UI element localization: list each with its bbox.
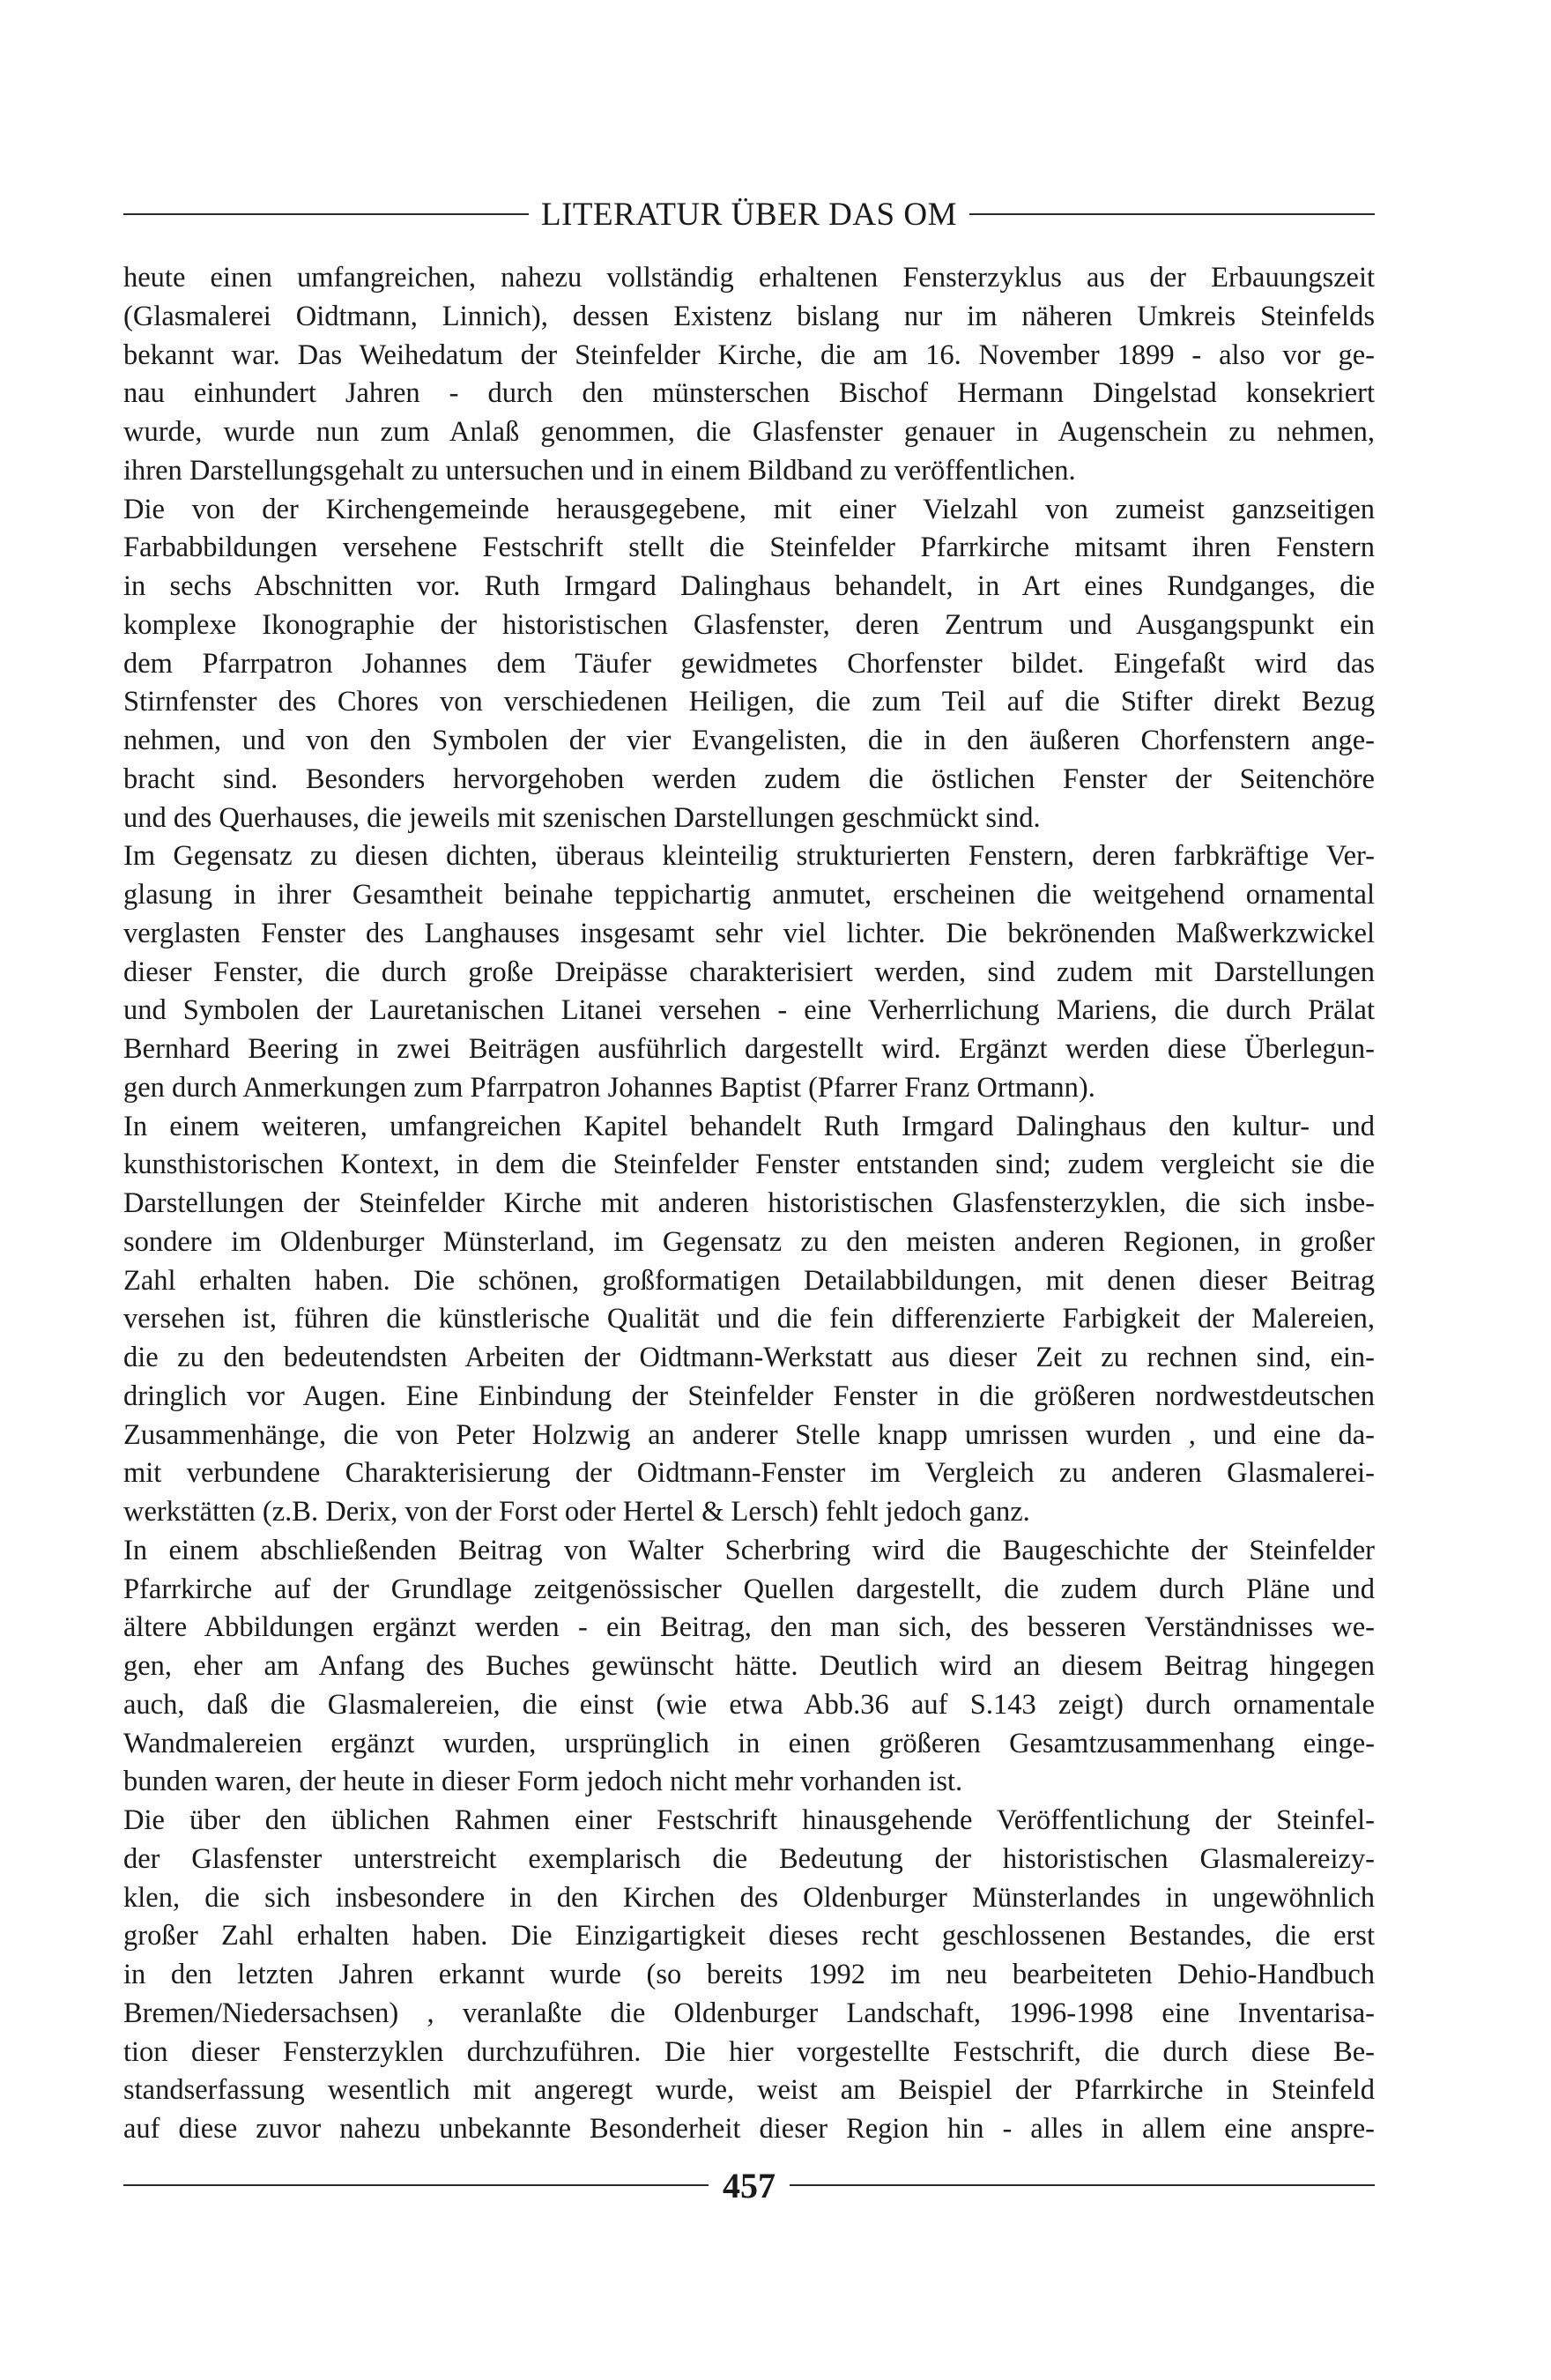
text-line: ihren Darstellungsgehalt zu untersuchen und in einem Bildband zu veröffentlichen. (123, 454, 1076, 487)
text-line: Zahl erhalten haben. Die schönen, großformatigen Detailabbildungen, mit denen dieser Beitrag (123, 1264, 1375, 1297)
footer-rule-left (123, 2184, 709, 2186)
text-line: die zu den bedeutendsten Arbeiten der Oidtmann-Werkstatt aus dieser Zeit zu rechnen sind, ein- (123, 1342, 1375, 1373)
text-line: Stirnfenster des Chores von verschiedenen Heiligen, die zum Teil auf die Stifter direkt Bezug (123, 686, 1375, 718)
text-line: In einem abschließenden Beitrag von Walter Scherbring wird die Baugeschichte der Steinfelder (123, 1534, 1375, 1566)
text-line: mit verbundene Charakterisierung der Oidtmann-Fenster im Vergleich zu anderen Glasmalerei- (123, 1457, 1375, 1490)
text-line: wurde, wurde nun zum Anlaß genommen, die Glasfenster genauer in Augenschein zu nehmen, (123, 416, 1375, 448)
paragraph (123, 259, 1375, 491)
text-line: heute einen umfangreichen, nahezu vollständig erhaltenen Fensterzyklus aus der Erbauungszeit (123, 262, 1375, 294)
text-line: dieser Fenster, die durch große Dreipässe charakterisiert werden, sind zudem mit Darstellungen (123, 956, 1375, 988)
page-footer (123, 2161, 1375, 2209)
text-line: Im Gegensatz zu diesen dichten, überaus kleinteilig strukturierten Fenstern, deren farbkräftige Ver- (123, 840, 1375, 873)
text-line: glasung in ihrer Gesamtheit beinahe teppichartig anmutet, erscheinen die weitgehend ornamental (123, 879, 1375, 911)
text-line: Darstellungen der Steinfelder Kirche mit anderen historistischen Glasfensterzyklen, die sich insbe- (123, 1187, 1375, 1219)
paragraph (123, 837, 1375, 1107)
running-head (123, 192, 1375, 236)
text-line: bunden waren, der heute in dieser Form jedoch nicht mehr vorhanden ist. (123, 1766, 963, 1798)
paragraph (123, 1108, 1375, 1532)
text-line: Farbabbildungen versehene Festschrift stellt die Steinfelder Pfarrkirche mitsamt ihren Fenstern (123, 532, 1375, 564)
page-number: 457 (723, 2165, 776, 2205)
text-line: nehmen, und von den Symbolen der vier Evangelisten, die in den äußeren Chorfenstern ange- (123, 725, 1375, 756)
text-line: tion dieser Fensterzyklen durchzuführen. Die hier vorgestellte Festschrift, die durch diese Be- (123, 2035, 1375, 2068)
text-line: sondere im Oldenburger Münsterland, im Gegensatz zu den meisten anderen Regionen, in großer (123, 1225, 1375, 1258)
text-line: gen durch Anmerkungen zum Pfarrpatron Johannes Baptist (Pfarrer Franz Ortmann). (123, 1071, 1095, 1104)
text-line: großer Zahl erhalten haben. Die Einzigartigkeit dieses recht geschlossenen Bestandes, die erst (123, 1920, 1375, 1952)
running-head-title: LITERATUR ÜBER DAS OM (541, 196, 957, 233)
text-line: In einem weiteren, umfangreichen Kapitel behandelt Ruth Irmgard Dalinghaus den kultur- und (123, 1110, 1375, 1142)
text-line: und Symbolen der Lauretanischen Litanei versehen - eine Verherrlichung Mariens, die durch Prälat (123, 994, 1375, 1027)
text-line: ältere Abbildungen ergänzt werden - ein Beitrag, den man sich, des besseren Verständnisses we- (123, 1611, 1375, 1644)
text-line: in sechs Abschnitten vor. Ruth Irmgard Dalinghaus behandelt, in Art eines Rundganges, die (123, 570, 1375, 602)
text-line: Zusammenhänge, die von Peter Holzwig an anderer Stelle knapp umrissen wurden , und eine da- (123, 1418, 1375, 1451)
text-line: kunsthistorischen Kontext, in dem die Steinfelder Fenster entstanden sind; zudem vergleicht sie die (123, 1149, 1375, 1181)
header-rule-right (969, 213, 1375, 215)
text-line: bracht sind. Besonders hervorgehoben werden zudem die östlichen Fenster der Seitenchöre (123, 762, 1375, 795)
text-line: werkstätten (z.B. Derix, von der Forst oder Hertel & Lersch) fehlt jedoch ganz. (123, 1496, 1030, 1528)
paragraph (123, 491, 1375, 838)
body-text (123, 259, 1375, 2149)
paragraph (123, 1802, 1375, 2149)
text-line: auch, daß die Glasmalereien, die einst (wie etwa Abb.36 auf S.143 zeigt) durch ornamentale (123, 1688, 1375, 1721)
text-line: in den letzten Jahren erkannt wurde (so bereits 1992 im neu bearbeiteten Dehio-Handbuch (123, 1959, 1375, 1990)
text-line: dem Pfarrpatron Johannes dem Täufer gewidmetes Chorfenster bildet. Eingefaßt wird das (123, 647, 1375, 680)
header-rule-left (123, 213, 529, 215)
text-line: klen, die sich insbesondere in den Kirchen des Oldenburger Münsterlandes in ungewöhnlich (123, 1881, 1375, 1914)
text-line: Wandmalereien ergänzt wurden, ursprünglich in einen größeren Gesamtzusammenhang einge- (123, 1727, 1375, 1759)
text-line: Bremen/Niedersachsen) , veranlaßte die Oldenburger Landschaft, 1996-1998 eine Inventarisa- (123, 1997, 1375, 2029)
text-line: gen, eher am Anfang des Buches gewünscht hätte. Deutlich wird an diesem Beitrag hingegen (123, 1650, 1375, 1682)
text-line: verglasten Fenster des Langhauses insgesamt sehr viel lichter. Die bekrönenden Maßwerkzwickel (123, 917, 1375, 949)
text-line: (Glasmalerei Oidtmann, Linnich), dessen Existenz bislang nur im näheren Umkreis Steinfelds (123, 300, 1375, 332)
text-line: Pfarrkirche auf der Grundlage zeitgenössischer Quellen dargestellt, die zudem durch Pläne und (123, 1573, 1375, 1605)
text-line: komplexe Ikonographie der historistischen Glasfenster, deren Zentrum und Ausgangspunkt ein (123, 608, 1375, 641)
text-line: nau einhundert Jahren - durch den münsterschen Bischof Hermann Dingelstad konsekriert (123, 377, 1375, 410)
text-line: auf diese zuvor nahezu unbekannte Besonderheit dieser Region hin - alles in allem eine anspre- (123, 2113, 1375, 2145)
paragraph (123, 1532, 1375, 1802)
text-line: bekannt war. Das Weihedatum der Steinfelder Kirche, die am 16. November 1899 - also vor ge- (123, 338, 1375, 371)
footer-rule-right (790, 2184, 1375, 2186)
text-line: der Glasfenster unterstreicht exemplarisch die Bedeutung der historistischen Glasmalereizy- (123, 1842, 1375, 1875)
text-line: standserfassung wesentlich mit angeregt wurde, weist am Beispiel der Pfarrkirche in Steinfeld (123, 2074, 1375, 2107)
text-line: und des Querhauses, die jeweils mit szenischen Darstellungen geschmückt sind. (123, 801, 1041, 834)
text-line: versehen ist, führen die künstlerische Qualität und die fein differenzierte Farbigkeit der Malereien, (123, 1303, 1375, 1335)
text-line: Die von der Kirchengemeinde herausgegebene, mit einer Vielzahl von zumeist ganzseitigen (123, 493, 1375, 525)
text-line: Bernhard Beering in zwei Beiträgen ausführlich dargestellt wird. Ergänzt werden diese Überlegun- (123, 1033, 1375, 1065)
text-line: dringlich vor Augen. Eine Einbindung der Steinfelder Fenster in die größeren nordwestdeutschen (123, 1380, 1375, 1412)
text-line: Die über den üblichen Rahmen einer Festschrift hinausgehende Veröffentlichung der Steinfel- (123, 1804, 1375, 1836)
